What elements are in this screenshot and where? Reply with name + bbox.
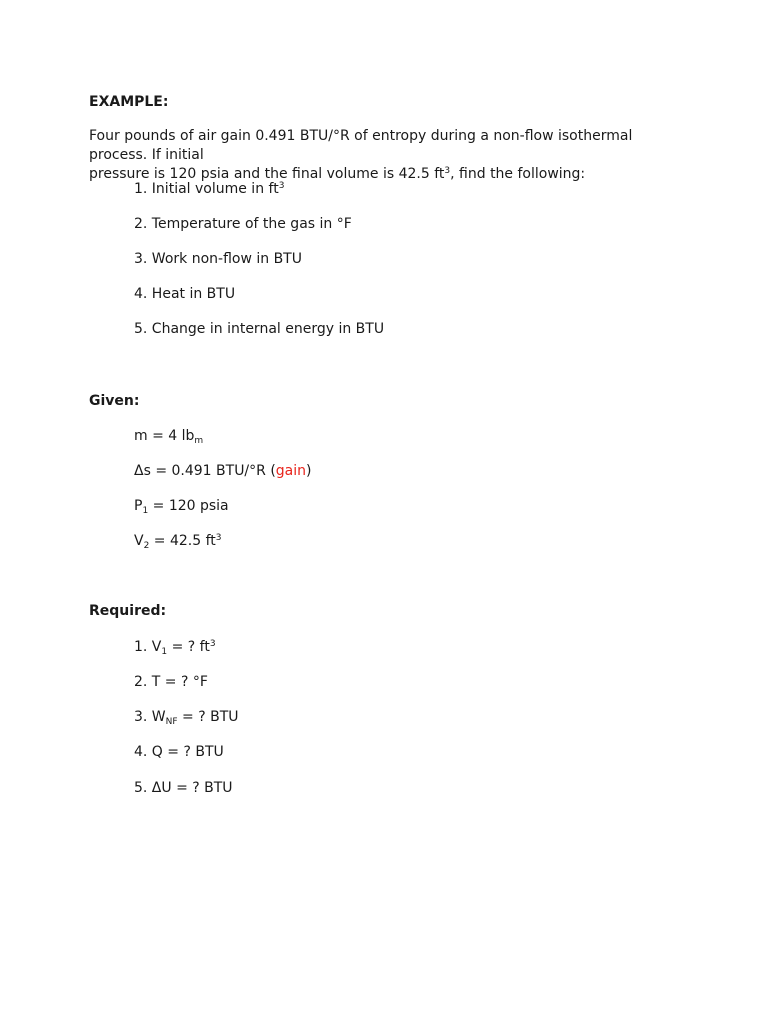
required-item-1: 1. $V_1$ = ? $ft^3$ [134, 639, 216, 657]
problem-statement [89, 127, 689, 184]
required-item-5: 5. ΔU = ? BTU [134, 780, 233, 796]
given-mass: m = 4 $lb_m$ [134, 428, 204, 446]
given-volume: $V_2 = 42.5$ $ft^3$ [134, 533, 222, 551]
find-item-2: 2. Temperature of the gas in °F [134, 216, 352, 232]
find-item-4: 4. Heat in BTU [134, 286, 236, 302]
required-item-2: 2. T = ? °F [134, 674, 208, 690]
required-item-3: 3. $W_{NF}$ = ? BTU [134, 709, 239, 727]
given-entropy: Δs = 0.491 BTU/°R (gain) [134, 463, 312, 479]
find-item-3: 3. Work non-flow in BTU [134, 251, 302, 267]
given-heading: Given: [89, 393, 140, 409]
required-item-4: 4. Q = ? BTU [134, 744, 224, 760]
given-pressure: $P_1 = 120$ psia [134, 498, 229, 516]
required-heading: Required: [89, 603, 167, 619]
find-item-5: 5. Change in internal energy in BTU [134, 321, 385, 337]
gain-highlight: gain [275, 463, 307, 479]
example-heading: EXAMPLE: [89, 94, 169, 110]
problem-line-1: Four pounds of air gain 0.491 BTU/°R of entropy during a non-flow isothermal process. If initial [89, 128, 633, 163]
problem-line-2: pressure is 120 psia and the final volume is 42.5 $ft^3$, find the following: [89, 166, 586, 182]
find-item-1: 1. Initial volume in $ft^3$ [134, 181, 285, 197]
